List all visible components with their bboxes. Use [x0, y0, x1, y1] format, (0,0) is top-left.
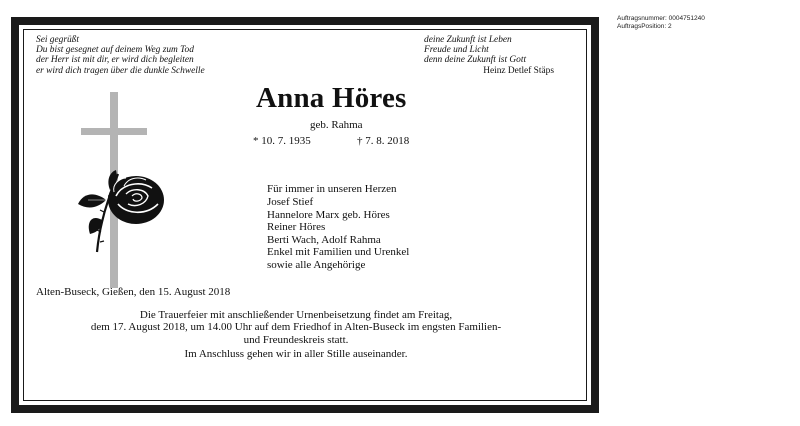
closing-line: Im Anschluss gehen wir in aller Stille auseinander.: [184, 348, 408, 361]
cross-rose-emblem: [66, 92, 164, 288]
death-date: † 7. 8. 2018: [357, 135, 410, 147]
verse-line: Du bist gesegnet auf deinem Weg zum Tod: [36, 45, 194, 56]
mourner-name: Josef Stief: [267, 196, 314, 209]
mourner-name: Enkel mit Familien und Urenkel: [267, 246, 410, 259]
verse-line: Freude und Licht: [424, 45, 489, 56]
verse-line: der Herr ist mit dir, er wird dich begleiten: [36, 55, 194, 66]
deceased-name: Anna Höres: [256, 82, 407, 114]
verse-line: deine Zukunft ist Leben: [424, 35, 512, 45]
mourners-heading: Für immer in unseren Herzen: [267, 183, 397, 195]
birth-date: * 10. 7. 1935: [253, 135, 311, 147]
place-date: Alten-Buseck, Gießen, den 15. August 2018: [36, 286, 231, 298]
notice-line: Die Trauerfeier mit anschließender Urnenbeisetzung findet am Freitag,: [139, 309, 453, 321]
notice-line: dem 17. August 2018, um 14.00 Uhr auf dem Friedhof in Alten-Buseck im engsten Familien-: [90, 321, 502, 334]
verse-line: Sei gegrüßt: [36, 35, 79, 45]
verse-right: [424, 35, 554, 76]
funeral-notice: [30, 309, 562, 361]
verse-line: er wird dich tragen über die dunkle Schwelle: [36, 65, 205, 76]
verse-author: Heinz Detlef Stäps: [483, 65, 554, 76]
mourner-name: Reiner Höres: [267, 221, 326, 234]
mourner-name: Hannelore Marx geb. Höres: [267, 208, 390, 221]
mourner-name: sowie alle Angehörige: [267, 259, 366, 272]
rose-icon: [78, 170, 164, 252]
order-number: Auftragsnummer: 0004751240: [617, 15, 705, 22]
order-position: AuftragsPosition: 2: [617, 22, 672, 30]
birth-name: geb. Rahma: [310, 119, 363, 131]
mourner-name: Berti Wach, Adolf Rahma: [267, 233, 381, 246]
verse-left: [36, 35, 205, 76]
order-meta: [617, 15, 705, 30]
verse-line: denn deine Zukunft ist Gott: [424, 55, 527, 66]
notice-line: und Freundeskreis statt.: [243, 333, 349, 346]
mourners-list: [267, 183, 409, 272]
